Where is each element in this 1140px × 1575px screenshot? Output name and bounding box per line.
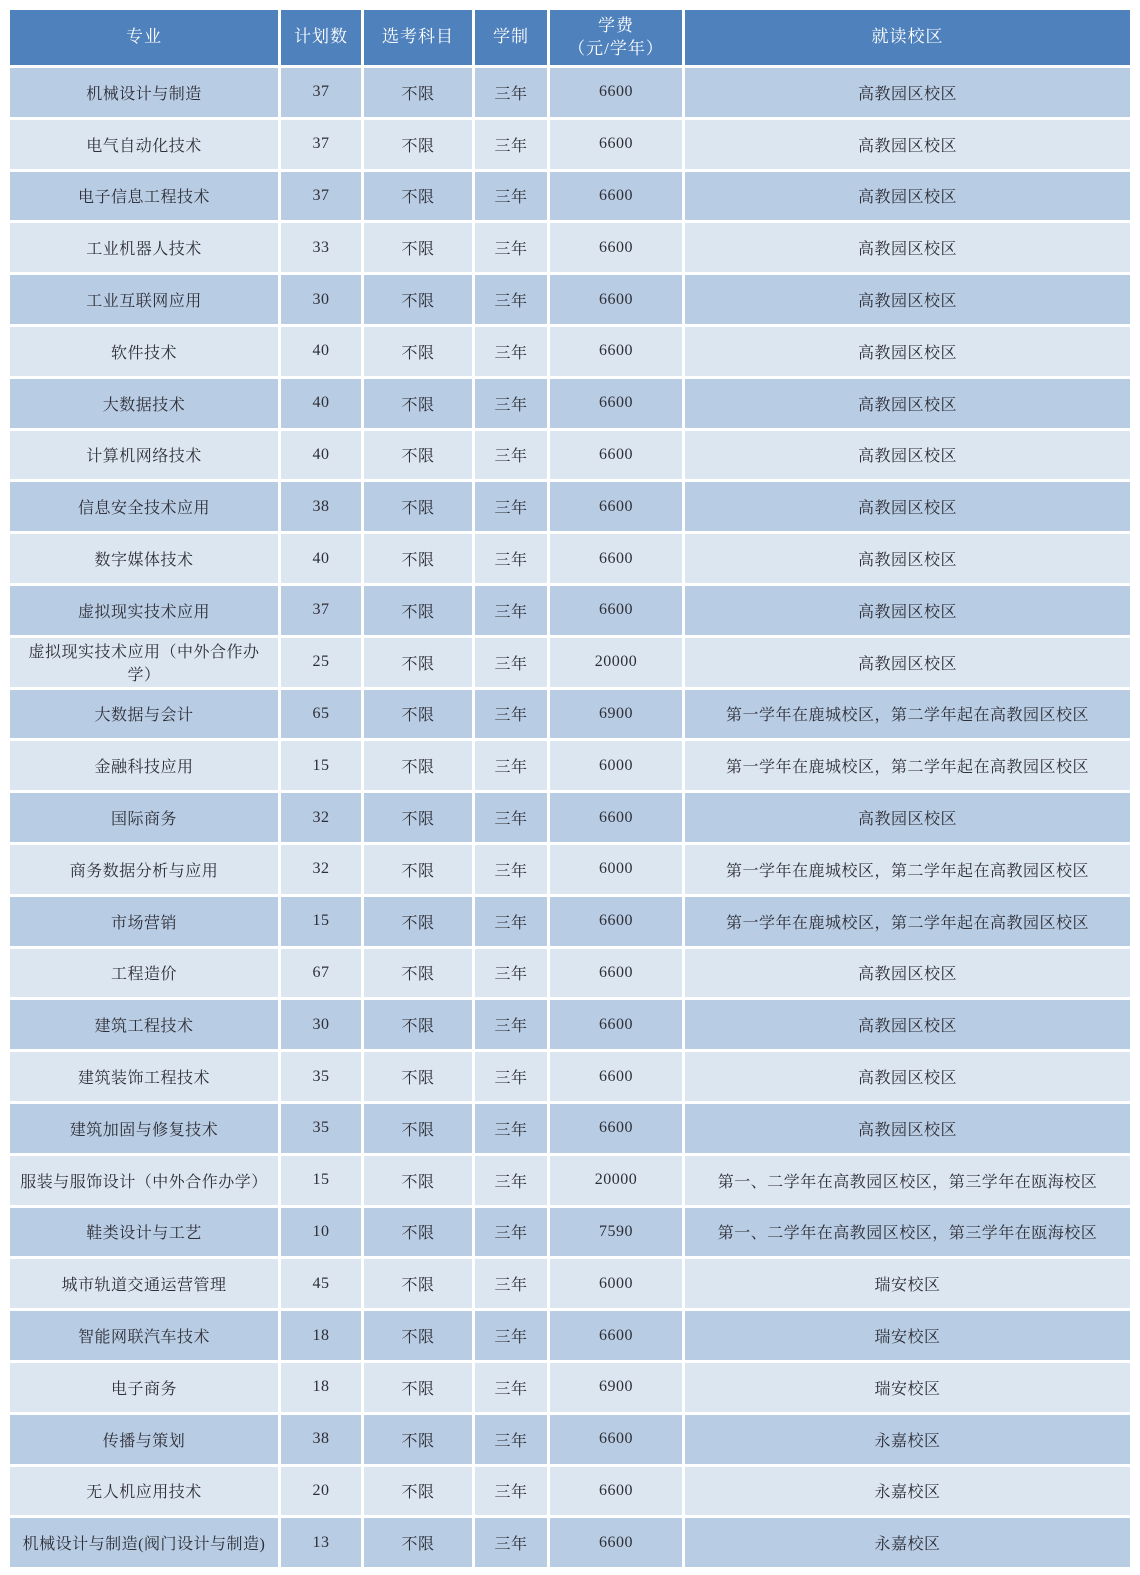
cell-tuition: 6600	[550, 431, 682, 480]
cell-campus: 高教园区校区	[685, 379, 1130, 428]
table-row	[10, 845, 1130, 894]
cell-duration: 三年	[475, 482, 547, 531]
table-row	[10, 327, 1130, 376]
cell-campus: 高教园区校区	[685, 1000, 1130, 1049]
cell-exam-subjects: 不限	[364, 223, 472, 272]
cell-duration: 三年	[475, 1208, 547, 1257]
cell-campus: 高教园区校区	[685, 172, 1130, 221]
cell-duration: 三年	[475, 172, 547, 221]
cell-exam-subjects: 不限	[364, 1104, 472, 1153]
cell-plan-count: 45	[281, 1259, 361, 1308]
cell-duration: 三年	[475, 223, 547, 272]
cell-major: 城市轨道交通运营管理	[10, 1259, 278, 1308]
cell-duration: 三年	[475, 1467, 547, 1516]
cell-campus: 永嘉校区	[685, 1518, 1130, 1567]
cell-major: 大数据技术	[10, 379, 278, 428]
cell-exam-subjects: 不限	[364, 586, 472, 635]
table-row	[10, 1259, 1130, 1308]
cell-exam-subjects: 不限	[364, 949, 472, 998]
cell-duration: 三年	[475, 1052, 547, 1101]
cell-major: 建筑加固与修复技术	[10, 1104, 278, 1153]
cell-exam-subjects: 不限	[364, 68, 472, 117]
cell-tuition: 6600	[550, 68, 682, 117]
cell-tuition: 6600	[550, 897, 682, 946]
cell-campus: 第一、二学年在高教园区校区，第三学年在瓯海校区	[685, 1208, 1130, 1257]
cell-major: 大数据与会计	[10, 690, 278, 739]
cell-tuition: 6000	[550, 741, 682, 790]
cell-duration: 三年	[475, 68, 547, 117]
cell-plan-count: 32	[281, 793, 361, 842]
cell-major: 软件技术	[10, 327, 278, 376]
cell-major: 数字媒体技术	[10, 534, 278, 583]
column-header-major: 专业	[10, 10, 278, 65]
cell-campus: 高教园区校区	[685, 793, 1130, 842]
cell-major: 传播与策划	[10, 1415, 278, 1464]
tuition-header-line2: （元/学年）	[568, 38, 664, 58]
table-row	[10, 1156, 1130, 1205]
cell-exam-subjects: 不限	[364, 741, 472, 790]
cell-major: 建筑装饰工程技术	[10, 1052, 278, 1101]
table-row	[10, 793, 1130, 842]
cell-major: 计算机网络技术	[10, 431, 278, 480]
cell-campus: 高教园区校区	[685, 120, 1130, 169]
cell-tuition: 6600	[550, 534, 682, 583]
cell-tuition: 20000	[550, 1156, 682, 1205]
table-row	[10, 586, 1130, 635]
table-row	[10, 1363, 1130, 1412]
table-row	[10, 1467, 1130, 1516]
cell-major: 电子商务	[10, 1363, 278, 1412]
cell-major: 国际商务	[10, 793, 278, 842]
cell-duration: 三年	[475, 1363, 547, 1412]
cell-campus: 高教园区校区	[685, 586, 1130, 635]
cell-plan-count: 67	[281, 949, 361, 998]
cell-tuition: 6600	[550, 327, 682, 376]
table-row	[10, 275, 1130, 324]
cell-tuition: 20000	[550, 638, 682, 687]
cell-plan-count: 40	[281, 379, 361, 428]
cell-duration: 三年	[475, 690, 547, 739]
cell-campus: 瑞安校区	[685, 1363, 1130, 1412]
table-row	[10, 223, 1130, 272]
cell-plan-count: 13	[281, 1518, 361, 1567]
table-row	[10, 1104, 1130, 1153]
table-row	[10, 638, 1130, 687]
cell-duration: 三年	[475, 586, 547, 635]
cell-exam-subjects: 不限	[364, 120, 472, 169]
cell-major: 无人机应用技术	[10, 1467, 278, 1516]
cell-tuition: 6000	[550, 1259, 682, 1308]
cell-duration: 三年	[475, 1415, 547, 1464]
table-header	[10, 10, 1130, 65]
cell-plan-count: 38	[281, 1415, 361, 1464]
cell-plan-count: 33	[281, 223, 361, 272]
cell-duration: 三年	[475, 431, 547, 480]
cell-exam-subjects: 不限	[364, 1311, 472, 1360]
cell-major: 建筑工程技术	[10, 1000, 278, 1049]
cell-plan-count: 38	[281, 482, 361, 531]
cell-exam-subjects: 不限	[364, 638, 472, 687]
cell-exam-subjects: 不限	[364, 1363, 472, 1412]
table-row	[10, 897, 1130, 946]
cell-plan-count: 15	[281, 1156, 361, 1205]
cell-campus: 高教园区校区	[685, 534, 1130, 583]
cell-exam-subjects: 不限	[364, 845, 472, 894]
cell-exam-subjects: 不限	[364, 793, 472, 842]
cell-plan-count: 40	[281, 327, 361, 376]
cell-exam-subjects: 不限	[364, 897, 472, 946]
cell-major: 鞋类设计与工艺	[10, 1208, 278, 1257]
column-header-exam-subjects: 选考科目	[364, 10, 472, 65]
cell-duration: 三年	[475, 1311, 547, 1360]
cell-major: 信息安全技术应用	[10, 482, 278, 531]
cell-duration: 三年	[475, 793, 547, 842]
cell-campus: 高教园区校区	[685, 275, 1130, 324]
cell-campus: 高教园区校区	[685, 1104, 1130, 1153]
table-row	[10, 379, 1130, 428]
cell-major: 电气自动化技术	[10, 120, 278, 169]
cell-tuition: 6600	[550, 120, 682, 169]
cell-plan-count: 37	[281, 172, 361, 221]
cell-campus: 高教园区校区	[685, 223, 1130, 272]
cell-tuition: 6600	[550, 586, 682, 635]
cell-tuition: 6600	[550, 1000, 682, 1049]
cell-campus: 高教园区校区	[685, 949, 1130, 998]
cell-duration: 三年	[475, 327, 547, 376]
cell-campus: 第一学年在鹿城校区，第二学年起在高教园区校区	[685, 845, 1130, 894]
cell-campus: 高教园区校区	[685, 68, 1130, 117]
cell-plan-count: 15	[281, 897, 361, 946]
cell-tuition: 6000	[550, 845, 682, 894]
cell-exam-subjects: 不限	[364, 1259, 472, 1308]
column-header-campus: 就读校区	[685, 10, 1130, 65]
table-row	[10, 68, 1130, 117]
table-row	[10, 534, 1130, 583]
cell-duration: 三年	[475, 379, 547, 428]
cell-tuition: 6600	[550, 793, 682, 842]
cell-campus: 第一学年在鹿城校区，第二学年起在高教园区校区	[685, 897, 1130, 946]
cell-plan-count: 37	[281, 68, 361, 117]
table-row	[10, 741, 1130, 790]
cell-duration: 三年	[475, 1156, 547, 1205]
cell-campus: 高教园区校区	[685, 482, 1130, 531]
cell-plan-count: 37	[281, 586, 361, 635]
cell-campus: 高教园区校区	[685, 327, 1130, 376]
column-header-plan-count: 计划数	[281, 10, 361, 65]
cell-plan-count: 35	[281, 1052, 361, 1101]
cell-plan-count: 20	[281, 1467, 361, 1516]
cell-exam-subjects: 不限	[364, 690, 472, 739]
cell-major: 虚拟现实技术应用	[10, 586, 278, 635]
cell-duration: 三年	[475, 1000, 547, 1049]
table-row	[10, 1000, 1130, 1049]
cell-tuition: 6600	[550, 275, 682, 324]
cell-campus: 瑞安校区	[685, 1259, 1130, 1308]
cell-tuition: 6600	[550, 379, 682, 428]
table-row	[10, 1208, 1130, 1257]
cell-campus: 永嘉校区	[685, 1415, 1130, 1464]
cell-tuition: 6600	[550, 1467, 682, 1516]
table-row	[10, 1052, 1130, 1101]
cell-duration: 三年	[475, 741, 547, 790]
cell-plan-count: 30	[281, 275, 361, 324]
cell-duration: 三年	[475, 120, 547, 169]
cell-major: 服装与服饰设计（中外合作办学）	[10, 1156, 278, 1205]
cell-duration: 三年	[475, 845, 547, 894]
cell-plan-count: 32	[281, 845, 361, 894]
cell-exam-subjects: 不限	[364, 379, 472, 428]
table-row	[10, 949, 1130, 998]
table-row	[10, 1311, 1130, 1360]
cell-major: 电子信息工程技术	[10, 172, 278, 221]
cell-campus: 高教园区校区	[685, 1052, 1130, 1101]
cell-plan-count: 25	[281, 638, 361, 687]
cell-tuition: 7590	[550, 1208, 682, 1257]
cell-tuition: 6900	[550, 690, 682, 739]
cell-campus: 第一学年在鹿城校区，第二学年起在高教园区校区	[685, 741, 1130, 790]
header-row	[10, 10, 1130, 65]
table-body	[10, 68, 1130, 1567]
cell-exam-subjects: 不限	[364, 534, 472, 583]
cell-tuition: 6600	[550, 223, 682, 272]
table-row	[10, 1518, 1130, 1567]
table-row	[10, 172, 1130, 221]
cell-exam-subjects: 不限	[364, 1415, 472, 1464]
column-header-duration: 学制	[475, 10, 547, 65]
cell-campus: 第一学年在鹿城校区，第二学年起在高教园区校区	[685, 690, 1130, 739]
cell-exam-subjects: 不限	[364, 172, 472, 221]
cell-campus: 瑞安校区	[685, 1311, 1130, 1360]
cell-duration: 三年	[475, 1259, 547, 1308]
cell-duration: 三年	[475, 534, 547, 583]
cell-major: 机械设计与制造	[10, 68, 278, 117]
admission-plan-table	[7, 7, 1133, 1570]
cell-plan-count: 10	[281, 1208, 361, 1257]
cell-campus: 高教园区校区	[685, 431, 1130, 480]
cell-duration: 三年	[475, 1104, 547, 1153]
cell-exam-subjects: 不限	[364, 431, 472, 480]
cell-plan-count: 65	[281, 690, 361, 739]
cell-tuition: 6600	[550, 1052, 682, 1101]
cell-tuition: 6600	[550, 1415, 682, 1464]
cell-tuition: 6600	[550, 172, 682, 221]
cell-major: 虚拟现实技术应用（中外合作办学）	[10, 638, 278, 687]
cell-exam-subjects: 不限	[364, 327, 472, 376]
cell-major: 智能网联汽车技术	[10, 1311, 278, 1360]
cell-plan-count: 15	[281, 741, 361, 790]
cell-major: 工程造价	[10, 949, 278, 998]
cell-tuition: 6900	[550, 1363, 682, 1412]
cell-tuition: 6600	[550, 1518, 682, 1567]
cell-exam-subjects: 不限	[364, 1208, 472, 1257]
cell-campus: 永嘉校区	[685, 1467, 1130, 1516]
cell-campus: 第一、二学年在高教园区校区，第三学年在瓯海校区	[685, 1156, 1130, 1205]
cell-major: 市场营销	[10, 897, 278, 946]
cell-campus: 高教园区校区	[685, 638, 1130, 687]
cell-plan-count: 37	[281, 120, 361, 169]
cell-major: 工业互联网应用	[10, 275, 278, 324]
cell-major: 机械设计与制造(阀门设计与制造)	[10, 1518, 278, 1567]
cell-exam-subjects: 不限	[364, 1467, 472, 1516]
table-row	[10, 690, 1130, 739]
table-row	[10, 482, 1130, 531]
cell-exam-subjects: 不限	[364, 1052, 472, 1101]
cell-tuition: 6600	[550, 1104, 682, 1153]
cell-plan-count: 40	[281, 431, 361, 480]
cell-major: 工业机器人技术	[10, 223, 278, 272]
cell-major: 商务数据分析与应用	[10, 845, 278, 894]
cell-exam-subjects: 不限	[364, 482, 472, 531]
cell-major: 金融科技应用	[10, 741, 278, 790]
cell-plan-count: 40	[281, 534, 361, 583]
cell-duration: 三年	[475, 1518, 547, 1567]
cell-plan-count: 35	[281, 1104, 361, 1153]
cell-duration: 三年	[475, 275, 547, 324]
cell-duration: 三年	[475, 638, 547, 687]
cell-duration: 三年	[475, 897, 547, 946]
cell-exam-subjects: 不限	[364, 1518, 472, 1567]
cell-exam-subjects: 不限	[364, 1156, 472, 1205]
cell-tuition: 6600	[550, 1311, 682, 1360]
table-row	[10, 431, 1130, 480]
cell-exam-subjects: 不限	[364, 1000, 472, 1049]
cell-plan-count: 30	[281, 1000, 361, 1049]
cell-plan-count: 18	[281, 1363, 361, 1412]
cell-tuition: 6600	[550, 949, 682, 998]
tuition-header-line1: 学费	[598, 15, 634, 35]
cell-duration: 三年	[475, 949, 547, 998]
table-row	[10, 120, 1130, 169]
cell-exam-subjects: 不限	[364, 275, 472, 324]
table-row	[10, 1415, 1130, 1464]
cell-plan-count: 18	[281, 1311, 361, 1360]
cell-tuition: 6600	[550, 482, 682, 531]
column-header-tuition	[550, 10, 682, 65]
